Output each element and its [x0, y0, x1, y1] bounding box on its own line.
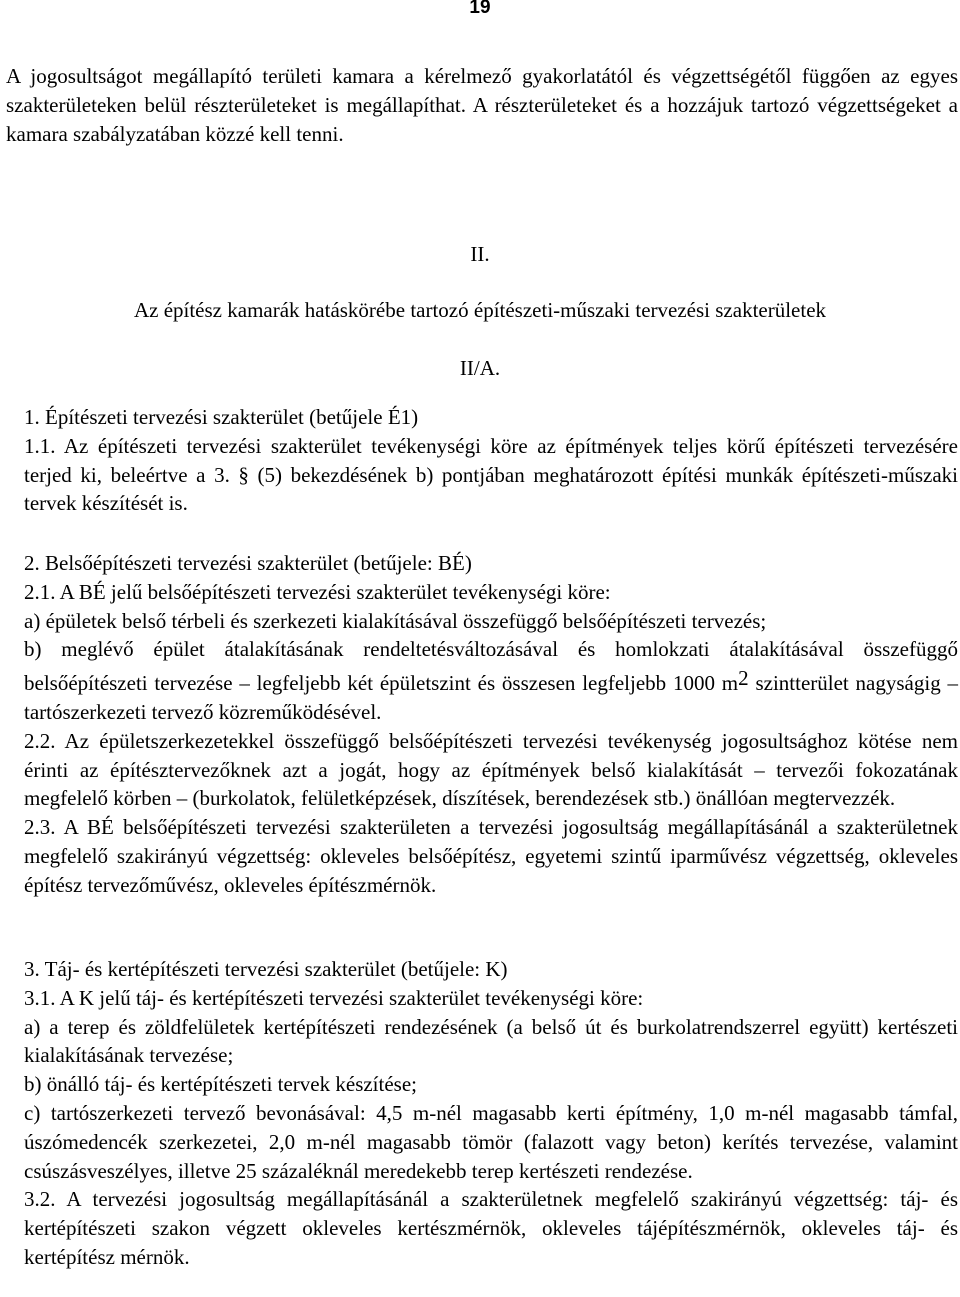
square-meter-unit [721, 666, 749, 696]
section-3-item-b: b) önálló táj- és kertépítészeti tervek készítése; [24, 1072, 418, 1097]
intro-paragraph: A jogosultságot megállapító területi kamara a kérelmező gyakorlatától és végzettségétől függően az egyes szakterületeken belül részterületeket is megállapíthat. A részterületeket és a hozzájuk tartozó végzettségeket a kamara szabályzatában közzé kell tenni. [6, 64, 958, 146]
section-2-paragraph-2-3: 2.3. A BÉ belsőépítészeti tervezési szakterületen a tervezési jogosultság megállapításánál a szakterületnek megfelelő szakirányú végzettség: okleveles belsőépítész, egyetemi szintű iparművész végzettség, okleveles építész tervezőművész, okleveles építészmérnök. [24, 815, 958, 897]
subchapter-heading: II/A. [459, 356, 501, 380]
section-2-paragraph-2-2: 2.2. Az épületszerkezetekkel összefüggő belsőépítészeti tervezési tevékenység jogosultsághoz kötése nem érinti az építésztervezőknek azt a jogát, hogy az építmények belső kialakítását – tervezői fokozatának megfelelő körben – (burkolatok, felületképzések, díszítések, berendezések stb.) önállóan megtervezzék. [24, 728, 958, 811]
section-2-paragraph-2-1: 2.1. A BÉ jelű belsőépítészeti tervezési szakterület tevékenységi köre: [24, 579, 611, 604]
chapter-title: Az építész kamarák hatáskörébe tartozó építészeti-műszaki tervezési szakterületek [133, 298, 827, 322]
unit-exponent: 2 [738, 666, 749, 691]
page-number: 19 [469, 0, 491, 18]
section-1 [6, 403, 958, 518]
section-2-item-b-end: szintterület nagyságig – tartószerkezeti tervező közreműködésével. [24, 671, 959, 724]
section-2-item-b-text: b) meglévő épület átalakításának rendeltetésváltozásával és homlokzati átalakításával összefüggő belsőépítészeti tervezése – legfeljebb két épületszint és összesen legfeljebb 1000 [24, 637, 958, 696]
section-3 [6, 955, 958, 1272]
section-1-paragraph-1-1: 1.1. Az építészeti tervezési szakterület tevékenységi köre az építmények teljes körű építészeti tervezésére terjed ki, beleértve a 3. § (5) bekezdésének b) pontjában meghatározott építési munkák építészeti-műszaki tervek készítését is. [24, 433, 958, 516]
section-3-paragraph-3-1: 3.1. A K jelű táj- és kertépítészeti tervezési szakterület tevékenységi köre: [24, 985, 644, 1010]
section-2-item-b [6, 635, 958, 726]
section-2-title: 2. Belsőépítészeti tervezési szakterület (betűjele: BÉ) [24, 551, 472, 575]
section-3-item-c: c) tartószerkezeti tervező bevonásával: 4,5 m-nél magasabb kerti építmény, 1,0 m-nél magasabb támfal, úszómedencék szerkezetei, 2,0 m-nél magasabb tömör (falazott vagy beton) kerítés tervezése, valamint csúszásveszélyes, illetve 25 százaléknál meredekebb terep kertészeti rendezése. [24, 1100, 958, 1183]
section-2 [6, 549, 958, 900]
section-1-title: 1. Építészeti tervezési szakterület (betűjele É1) [24, 405, 419, 429]
section-2-item-a: a) épületek belső térbeli és szerkezeti kialakításával összefüggő belsőépítészeti tervezés; [24, 608, 767, 633]
section-3-title: 3. Táj- és kertépítészeti tervezési szakterület (betűjele: K) [24, 957, 508, 981]
chapter-heading: II. [470, 242, 490, 266]
section-3-item-a: a) a terep és zöldfelületek kertépítészeti rendezésének (a belső út és burkolatrendszerrel együtt) kertészeti kialakításának tervezése; [24, 1014, 958, 1068]
section-3-paragraph-3-2: 3.2. A tervezési jogosultság megállapításánál a szakterületnek megfelelő szakirányú végzettség: táj- és kertépítészeti szakon végzett okleveles kertészmérnök, okleveles tájépítészmérnök, okleveles táj- és kertépítész mérnök. [24, 1187, 958, 1269]
unit-m: m [721, 671, 739, 696]
